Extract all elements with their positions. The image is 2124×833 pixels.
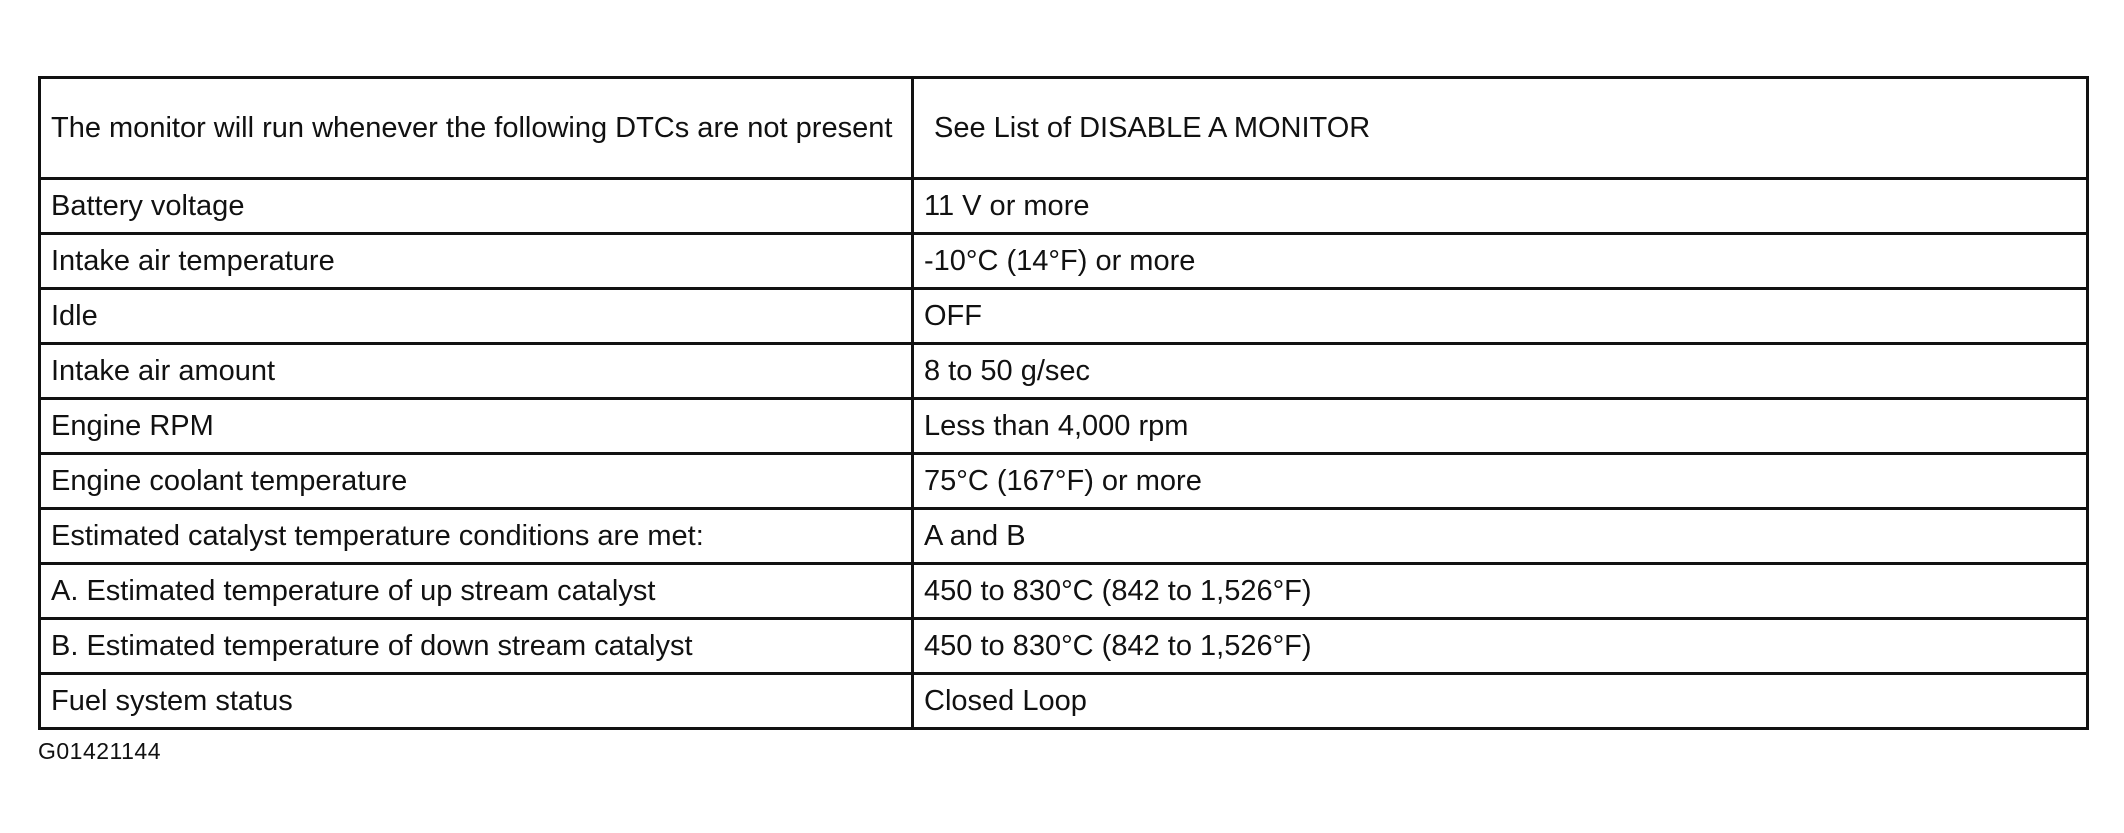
condition-value: 450 to 830°C (842 to 1,526°F) — [913, 619, 2088, 674]
condition-label: B. Estimated temperature of down stream catalyst — [40, 619, 913, 674]
condition-value: Closed Loop — [913, 674, 2088, 729]
table-row — [40, 78, 2088, 179]
condition-value: See List of DISABLE A MONITOR — [913, 78, 2088, 179]
condition-value: -10°C (14°F) or more — [913, 234, 2088, 289]
table-row — [40, 674, 2088, 729]
table-row — [40, 179, 2088, 234]
condition-label: Battery voltage — [40, 179, 913, 234]
monitor-conditions-table — [38, 76, 2089, 730]
table-row — [40, 454, 2088, 509]
table-row — [40, 509, 2088, 564]
table-row — [40, 564, 2088, 619]
condition-label: Intake air temperature — [40, 234, 913, 289]
condition-value: Less than 4,000 rpm — [913, 399, 2088, 454]
condition-label: Engine RPM — [40, 399, 913, 454]
figure-id: G01421144 — [38, 738, 162, 764]
table-row — [40, 234, 2088, 289]
condition-value: 8 to 50 g/sec — [913, 344, 2088, 399]
table-row — [40, 344, 2088, 399]
condition-value: OFF — [913, 289, 2088, 344]
condition-value: 11 V or more — [913, 179, 2088, 234]
condition-label: The monitor will run whenever the following DTCs are not present — [40, 78, 913, 179]
condition-value: A and B — [913, 509, 2088, 564]
condition-label: Idle — [40, 289, 913, 344]
condition-value: 75°C (167°F) or more — [913, 454, 2088, 509]
table-row — [40, 289, 2088, 344]
condition-label: A. Estimated temperature of up stream catalyst — [40, 564, 913, 619]
table-row — [40, 619, 2088, 674]
table-row — [40, 399, 2088, 454]
condition-label: Fuel system status — [40, 674, 913, 729]
condition-value: 450 to 830°C (842 to 1,526°F) — [913, 564, 2088, 619]
condition-label: Engine coolant temperature — [40, 454, 913, 509]
condition-label: Estimated catalyst temperature conditions are met: — [40, 509, 913, 564]
condition-label: Intake air amount — [40, 344, 913, 399]
